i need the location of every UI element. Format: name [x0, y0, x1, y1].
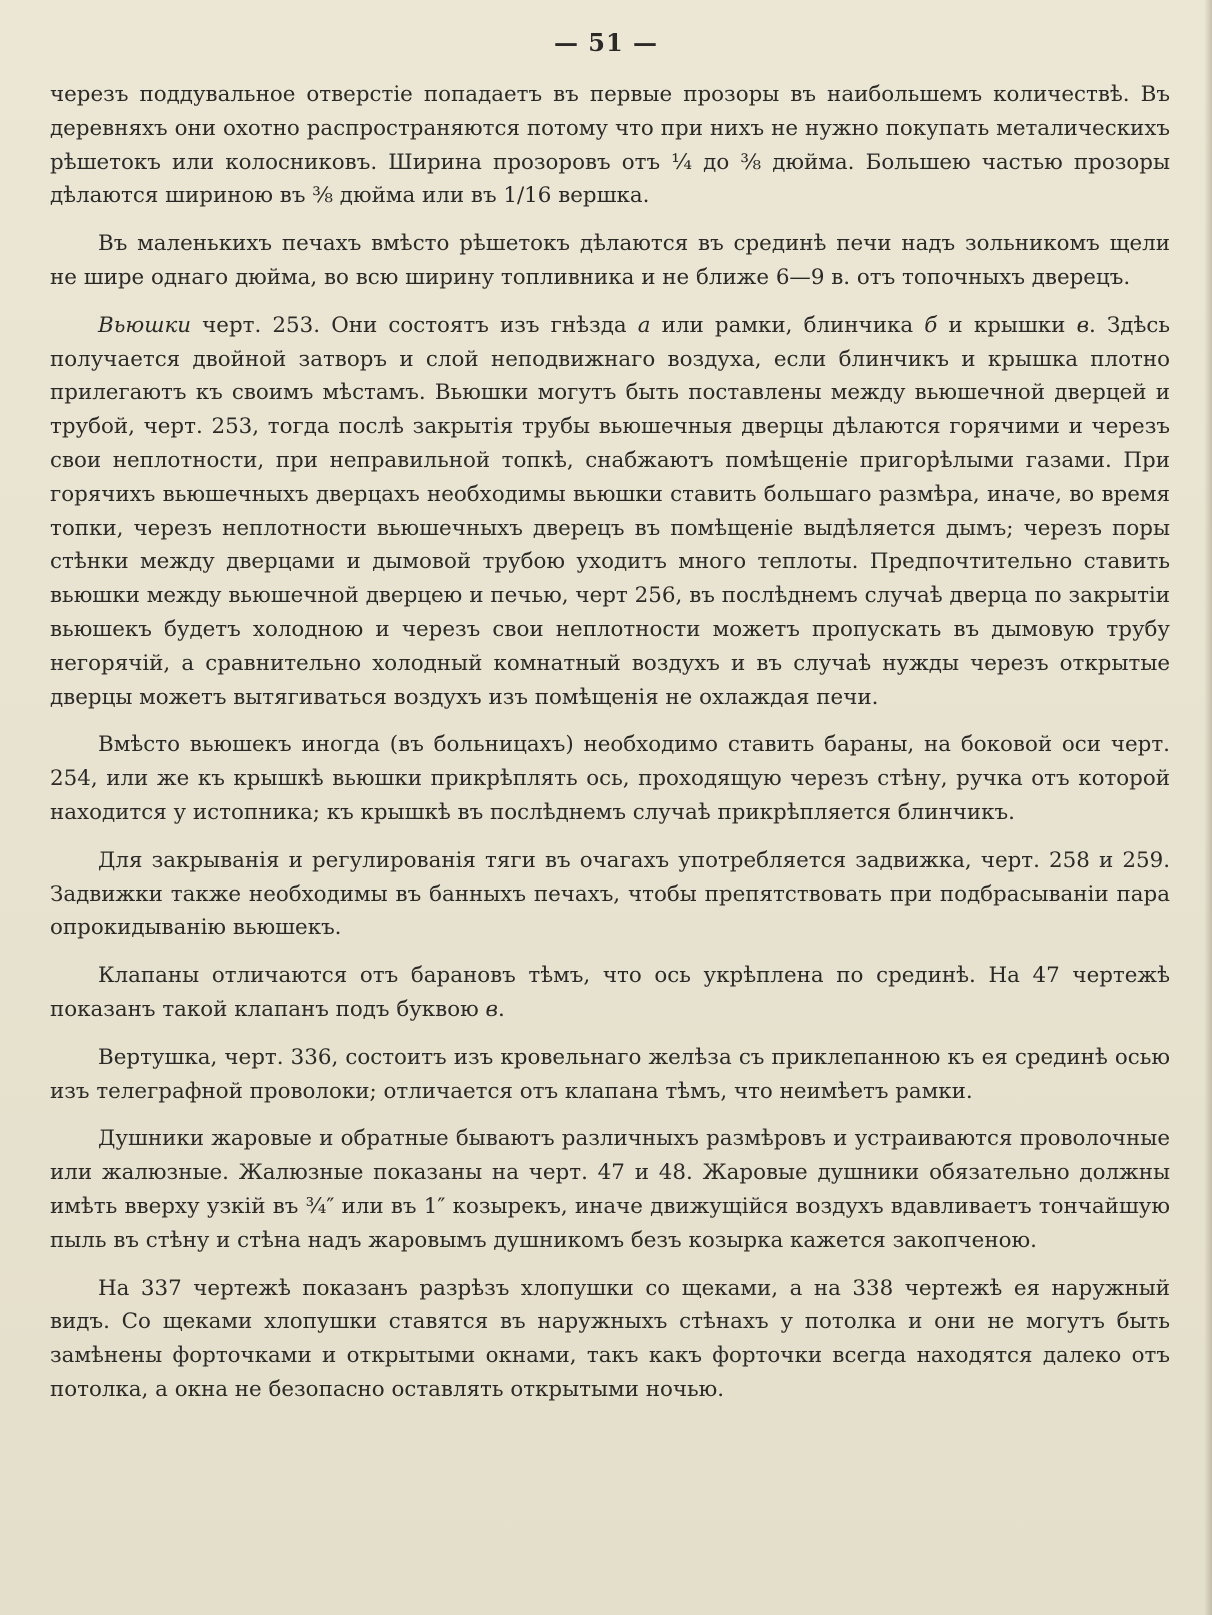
text-span: и крышки — [937, 312, 1077, 338]
paragraph-8 — [50, 1122, 1170, 1257]
paragraph-4 — [50, 728, 1170, 829]
text-span: черт. 253. Они состоятъ изъ гнѣзда — [191, 312, 638, 338]
text-span: или рамки, блинчика — [650, 312, 925, 338]
text-span: черезъ поддувальное отверстіе попадаетъ въ первые прозоры въ наибольшемъ количествѣ. Въ деревняхъ они охотно распространяются потому что при нихъ не нужно покупать металическихъ рѣшетокъ или колосниковъ. Ширина прозоровъ отъ ¼ до ⅜ дюйма. Большею частью прозоры дѣлаются шириною въ ⅜ дюйма или въ 1/16 вершка. — [50, 82, 1170, 209]
page-edge-shadow — [1204, 0, 1212, 1615]
text-span: Въ маленькихъ печахъ вмѣсто рѣшетокъ дѣлаются въ срединѣ печи надъ зольникомъ щели не шире однаго дюйма, во всю ширину топливника и не ближе 6—9 в. отъ топочныхъ дверецъ. — [50, 231, 1170, 290]
paragraph-1 — [50, 78, 1170, 213]
italic-letter: в — [1076, 312, 1090, 338]
text-span: Душники жаровые и обратные бываютъ различныхъ размѣровъ и устраиваются проволочные или жалюзные. Жалюзные показаны на черт. 47 и 48. Жаровые душники обязательно должны имѣть вверху узкій въ ¾″ или въ 1″ козырекъ, иначе движущійся воздухъ вдавливаетъ тончайшую пыль въ стѣну и стѣна надъ жаровымъ душникомъ безъ козырка кажется закопченою. — [50, 1126, 1170, 1253]
italic-letter: в — [485, 996, 498, 1022]
paragraph-6 — [50, 959, 1170, 1027]
text-span: Вертушка, черт. 336, состоитъ изъ кровельнаго желѣза съ приклепанною къ ея срединѣ осью изъ телеграфной проволоки; отличается отъ клапана тѣмъ, что неимѣетъ рамки. — [50, 1044, 1170, 1104]
italic-letter: а — [637, 312, 651, 338]
paragraph-2 — [50, 227, 1170, 295]
body-text — [50, 78, 1170, 1421]
paragraph-3 — [50, 309, 1170, 715]
text-span: . — [497, 996, 505, 1022]
italic-letter: б — [924, 312, 938, 338]
text-span: Вмѣсто вьюшекъ иногда (въ больницахъ) необходимо ставить бараны, на боковой оси черт. 254, или же къ крышкѣ вьюшки прикрѣплять ось, проходящую черезъ стѣну, ручка отъ которой находится у истопника; къ крышкѣ въ послѣднемъ случаѣ прикрѣпляется блинчикъ. — [50, 732, 1170, 825]
italic-term: Вьюшки — [98, 312, 192, 338]
text-span: Клапаны отличаются отъ барановъ тѣмъ, что ось укрѣплена по срединѣ. На 47 чертежѣ показанъ такой клапанъ подъ буквою — [50, 963, 1170, 1022]
paragraph-5 — [50, 844, 1170, 945]
page-number: — 51 — — [553, 28, 659, 57]
text-span: . Здѣсь получается двойной затворъ и слой неподвижнаго воздуха, если блинчикъ и крышка плотно прилегаютъ къ своимъ мѣстамъ. Вьюшки могутъ быть поставлены между вьюшечной дверцей и трубой, черт. 253, тогда послѣ закрытія трубы вьюшечныя дверцы дѣлаются горячими и черезъ свои неплотности, при неправильной топкѣ, снабжаютъ помѣщеніе пригорѣлыми газами. При горячихъ вьюшечныхъ дверцахъ необходимы вьюшки ставить большаго размѣра, иначе, во время топки, черезъ неплотности вьюшечныхъ дверецъ въ помѣщеніе выдѣляется дымъ; черезъ поры стѣнки между дверцами и дымовой трубою уходитъ много теплоты. Предпочтительно ставить вьюшки между вьюшечной дверцею и печью, черт 256, въ послѣднемъ случаѣ дверца по закрытіи вьюшекъ будетъ холодною и черезъ свои неплотности можетъ пропускать въ дымовую трубу негорячій, а сравнительно холодный комнатный воздухъ и въ случаѣ нужды черезъ открытые дверцы можетъ вытягиваться воздухъ изъ помѣщенія не охлаждая печи. — [50, 312, 1170, 710]
paragraph-9 — [50, 1272, 1170, 1407]
paragraph-7 — [50, 1041, 1170, 1109]
text-span: На 337 чертежѣ показанъ разрѣзъ хлопушки со щеками, а на 338 чертежѣ ея наружный видъ. Со щеками хлопушки ставятся въ наружныхъ стѣнахъ у потолка и они не могутъ быть замѣнены форточками и открытыми окнами, такъ какъ форточки всегда находятся далеко отъ потолка, а окна не безопасно оставлять открытыми ночью. — [50, 1275, 1170, 1402]
text-span: Для закрыванія и регулированія тяги въ очагахъ употребляется задвижка, черт. 258 и 259. Задвижки также необходимы въ банныхъ печахъ, чтобы препятствовать при подбрасываніи пара опрокидыванію вьюшекъ. — [50, 847, 1170, 941]
